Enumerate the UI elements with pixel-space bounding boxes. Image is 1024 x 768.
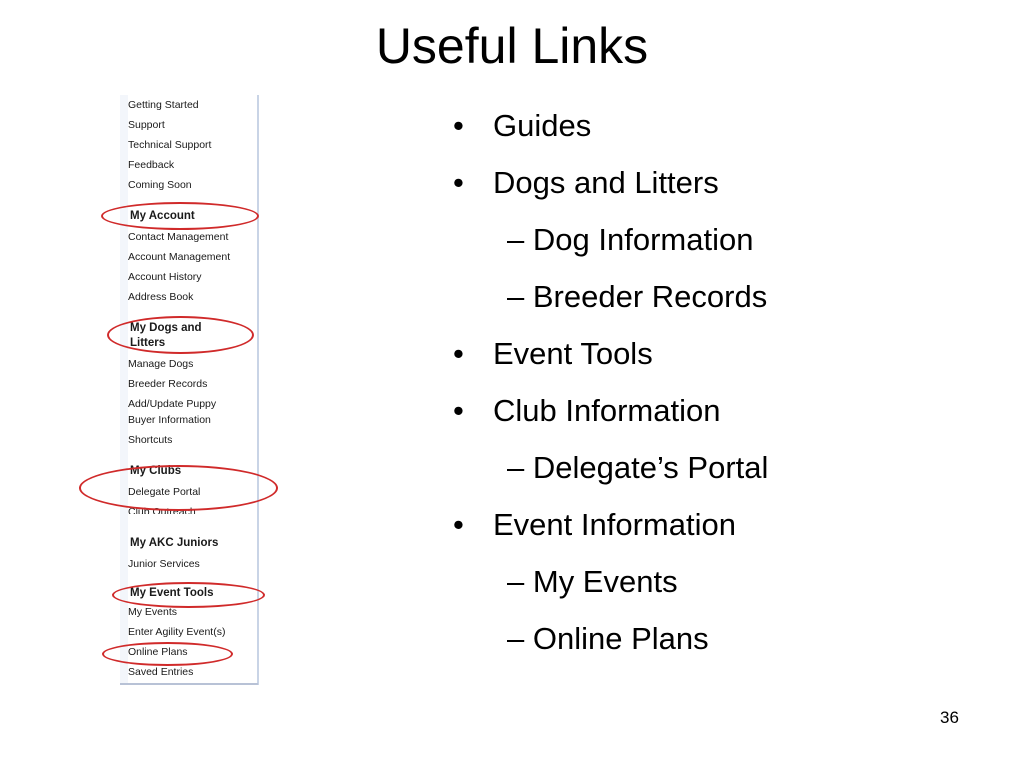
highlight-oval-online-plans (102, 642, 233, 666)
bullet-text: Event Information (493, 507, 736, 542)
bullet-marker: • (453, 108, 464, 143)
menu-heading-my-account[interactable]: My Account (130, 210, 195, 222)
menu-item-add-update-line1[interactable]: Add/Update Puppy (128, 398, 217, 410)
menu-item-manage-dogs[interactable]: Manage Dogs (128, 358, 194, 370)
menu-item-enter-agility-events[interactable]: Enter Agility Event(s) (128, 626, 226, 638)
dash-marker: – (507, 621, 525, 656)
dash-marker: – (507, 279, 525, 314)
menu-item-saved-entries[interactable]: Saved Entries (128, 666, 194, 678)
highlight-oval-my-dogs (107, 316, 254, 354)
menu-item-coming-soon[interactable]: Coming Soon (128, 179, 192, 191)
menu-item-shortcuts[interactable]: Shortcuts (128, 434, 173, 446)
bullet-text: Event Tools (493, 336, 653, 371)
dash-marker: – (507, 222, 525, 257)
highlight-oval-my-event-tools (112, 582, 265, 608)
menu-heading-my-clubs[interactable]: My Clubs (130, 465, 182, 477)
bullet-marker: • (453, 393, 464, 428)
sub-bullet-online-plans (507, 621, 709, 657)
sub-bullet-text: Delegate’s Portal (532, 450, 769, 485)
menu-item-feedback[interactable]: Feedback (128, 159, 175, 171)
dash-marker: – (507, 450, 525, 485)
page-number: 36 (940, 708, 959, 727)
sub-bullet-text: Online Plans (532, 621, 709, 656)
menu-item-support[interactable]: Support (128, 119, 165, 131)
slide-title: Useful Links (375, 18, 649, 74)
bullet-marker: • (453, 165, 464, 200)
menu-item-online-plans[interactable]: Online Plans (128, 646, 188, 658)
menu-item-junior-services[interactable]: Junior Services (128, 558, 200, 570)
highlight-oval-my-account (101, 202, 259, 230)
sub-bullet-dog-information (507, 222, 753, 258)
menu-heading-my-dogs-line2[interactable]: Litters (130, 337, 166, 349)
menu-item-address-book[interactable]: Address Book (128, 291, 194, 303)
sub-bullet-text: Dog Information (532, 222, 754, 257)
menu-item-breeder-records[interactable]: Breeder Records (128, 378, 208, 390)
menu-item-getting-started[interactable]: Getting Started (128, 99, 199, 111)
menu-item-delegate-portal[interactable]: Delegate Portal (128, 486, 201, 498)
menu-item-add-update-line2[interactable]: Buyer Information (128, 414, 211, 426)
bullet-text: Dogs and Litters (493, 165, 719, 200)
bullet-marker: • (453, 336, 464, 371)
bullet-text: Club Information (493, 393, 721, 428)
menu-item-account-history[interactable]: Account History (128, 271, 202, 283)
sub-bullet-text: Breeder Records (532, 279, 768, 314)
sub-bullet-my-events (507, 564, 678, 600)
highlight-oval-my-clubs (79, 465, 278, 511)
sub-bullet-text: My Events (532, 564, 678, 599)
dash-marker: – (507, 564, 525, 599)
menu-item-club-outreach[interactable]: Club Outreach (128, 506, 196, 514)
menu-item-my-events[interactable]: My Events (128, 606, 178, 618)
sub-bullet-delegates-portal (507, 450, 768, 486)
menu-screenshot-bottom-border (120, 683, 258, 685)
menu-heading-my-event-tools[interactable]: My Event Tools (130, 587, 214, 599)
menu-item-account-management[interactable]: Account Management (128, 251, 231, 263)
bullet-text: Guides (493, 108, 592, 143)
bullet-marker: • (453, 507, 464, 542)
sub-bullet-breeder-records (507, 279, 767, 315)
menu-heading-my-akc-juniors[interactable]: My AKC Juniors (130, 537, 219, 549)
menu-heading-my-dogs-line1[interactable]: My Dogs and (130, 322, 202, 334)
menu-item-contact-management[interactable]: Contact Management (128, 231, 229, 243)
menu-item-technical-support[interactable]: Technical Support (128, 139, 212, 151)
